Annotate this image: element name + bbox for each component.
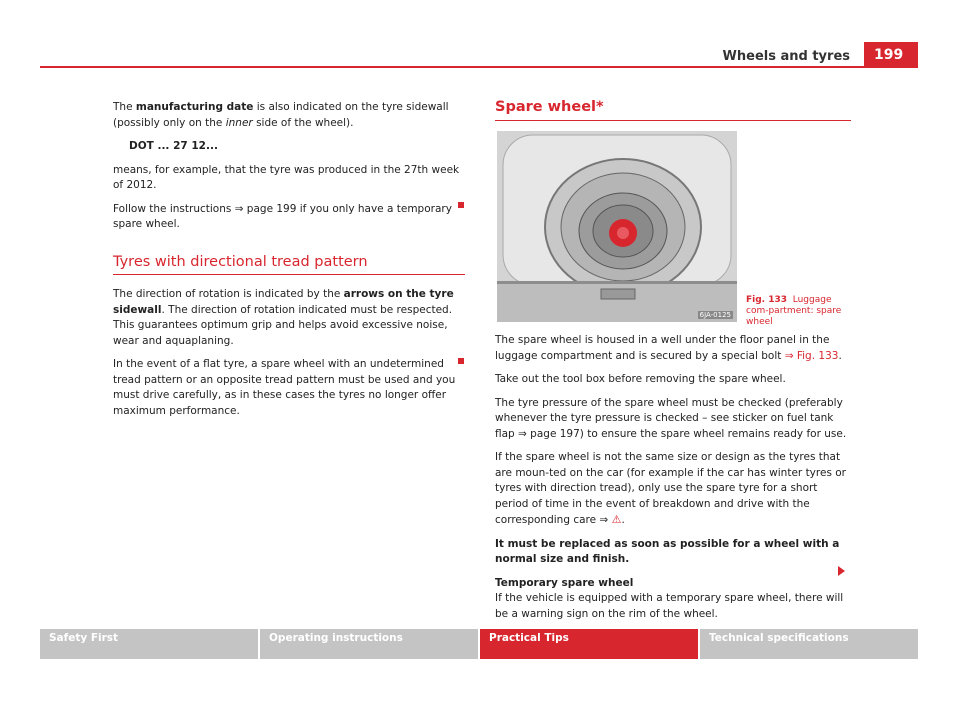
paragraph-size-design: If the spare wheel is not the same size or design as the tyres that are moun-ted on the car (for example if the car has winter tyres or tyres with direction tread), only use the spare tyre for a short period of time in the event of breakdown and drive with the corresponding care ⇒ ⚠. xyxy=(495,451,846,526)
paragraph-spare-location: The spare wheel is housed in a well under the floor panel in the luggage compartment and is secured by a special bolt ⇒ Fig. 133. xyxy=(495,334,842,362)
section-end-mark xyxy=(458,358,464,364)
header-rule xyxy=(40,66,918,68)
section-end-mark xyxy=(458,202,464,208)
section-heading-spare-wheel: Spare wheel* xyxy=(495,100,851,121)
spare-wheel-heading-block xyxy=(495,100,851,121)
paragraph-manufacturing-date: The manufacturing date is also indicated on the tyre sidewall (possibly only on the inner side of the wheel). xyxy=(113,101,449,129)
continue-arrow-icon xyxy=(838,566,845,576)
paragraph-pressure: The tyre pressure of the spare wheel must be checked (preferably whenever the tyre pressure is checked – see sticker on fuel tank flap ⇒ page 197) to ensure the spare wheel remains ready for use. xyxy=(495,396,847,440)
figure-code: 6JA-0125 xyxy=(699,311,731,319)
footer-tab-safety[interactable]: Safety First xyxy=(40,629,258,659)
warning-icon: ⚠ xyxy=(611,513,622,526)
figure-caption: Fig. 133 Luggage com-partment: spare wheel xyxy=(746,295,842,327)
spare-wheel-illustration xyxy=(497,131,737,322)
paragraph-warning-sign: If the vehicle is equipped with a temporary spare wheel, there will be a warning sign on the rim of the wheel. xyxy=(495,592,844,620)
section-heading-directional: Tyres with directional tread pattern xyxy=(113,255,465,276)
left-column xyxy=(113,100,465,427)
footer-tab-practical[interactable]: Practical Tips xyxy=(480,629,698,659)
dot-code: DOT ... 27 12... xyxy=(129,140,218,152)
paragraph-replace: It must be replaced as soon as possible for a wheel with a normal size and finish. xyxy=(495,537,840,565)
paragraph-rotation: The direction of rotation is indicated by the arrows on the tyre sidewall. The direction of rotation indicated must be respected. This guarantees optimum grip and helps avoid excessive noise, wear and aquaplaning. xyxy=(113,288,454,347)
figure-link[interactable]: ⇒ Fig. 133 xyxy=(784,349,839,362)
paragraph-flat-tyre: In the event of a flat tyre, a spare wheel with an undetermined tread pattern or an opposite tread pattern must be used and you must drive carefully, as in these cases the tyres no longer offer maximum performance. xyxy=(113,358,456,417)
subheading-temporary: Temporary spare wheel xyxy=(495,576,634,589)
right-column xyxy=(495,333,851,630)
footer-tab-technical[interactable]: Technical specifications xyxy=(700,629,918,659)
footer-nav xyxy=(40,629,918,659)
footer-tab-operating[interactable]: Operating instructions xyxy=(260,629,478,659)
page-number: 199 xyxy=(864,42,918,68)
paragraph-tool-box: Take out the tool box before removing the spare wheel. xyxy=(495,373,786,385)
running-header-title: Wheels and tyres xyxy=(722,49,850,64)
paragraph-temporary-spare: Follow the instructions ⇒ page 199 if you only have a temporary spare wheel. xyxy=(113,202,452,230)
figure-spare-wheel xyxy=(497,131,737,322)
paragraph-dot-meaning: means, for example, that the tyre was produced in the 27th week of 2012. xyxy=(113,163,460,191)
